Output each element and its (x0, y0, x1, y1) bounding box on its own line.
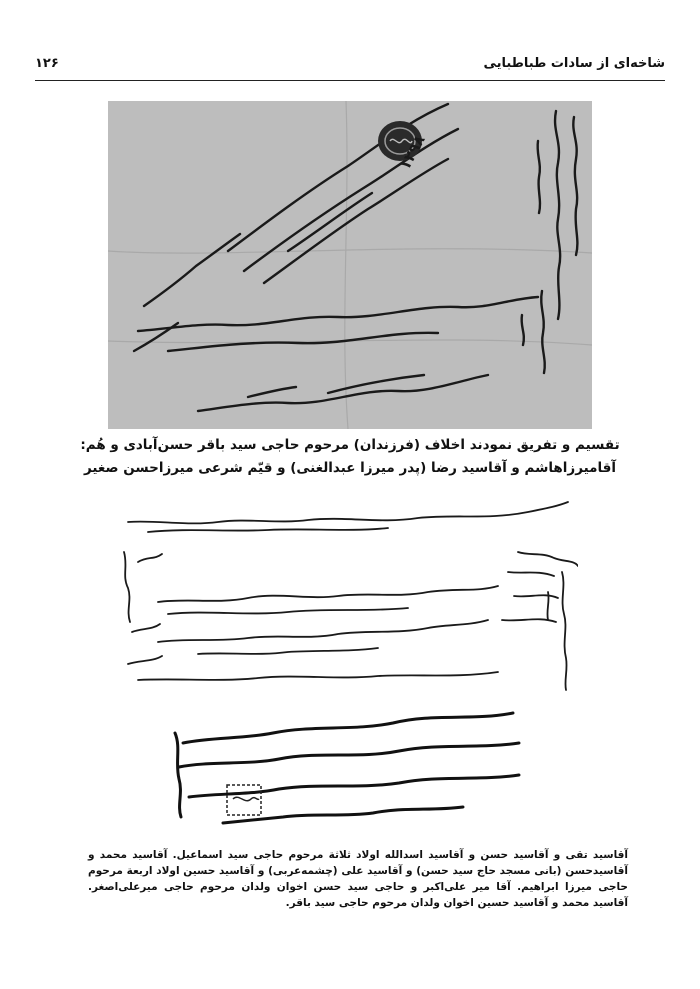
caption-1-line-1: تقسیم و تفریق نمودند اخلاف (فرزندان) مرحوم حاجی سید باقر حسن‌آبادی و هُم: (80, 437, 620, 453)
header-rule (35, 80, 665, 81)
page-header (35, 56, 665, 78)
document-scan-3 (163, 703, 528, 827)
page-number: ۱۲۶ (35, 56, 59, 71)
handwritten-year: ۱۲۹۸ (395, 132, 429, 173)
document-scan-1 (108, 101, 592, 429)
document-scan-2 (118, 492, 578, 697)
document-3-handwriting (163, 703, 528, 827)
document-1-handwriting (108, 101, 592, 429)
caption-1-line-2: آقامیرزاهاشم و آقاسید رضا (پدر میرزا عبدالغنی) و قیّم شرعی میرزاحسن صغیر (84, 460, 616, 476)
document-2-handwriting (118, 492, 578, 697)
caption-2: آقاسید تقی و آقاسید حسن و آقاسید اسدالله اولاد ثلاثة مرحوم حاجی سید اسماعیل. آقاسید محمد و آقاسیدحسن (بانی مسجد حاج سید حسن) و آقاسید علی (چشمه‌عربی) و آقاسید حسین اولاد اربعة مرحوم حاجی میرزا ابراهیم. آقا میر علی‌اکبر و حاجی سید حسن اخوان ولدان مرحوم حاجی میرعلی‌اصغر. آقاسید محمد و آقاسید حسین اخوان ولدان مرحوم حاجی سید باقر. (88, 849, 628, 909)
stamp-icon (227, 785, 261, 815)
running-title: شاخه‌ای از سادات طباطبایی (483, 56, 665, 71)
